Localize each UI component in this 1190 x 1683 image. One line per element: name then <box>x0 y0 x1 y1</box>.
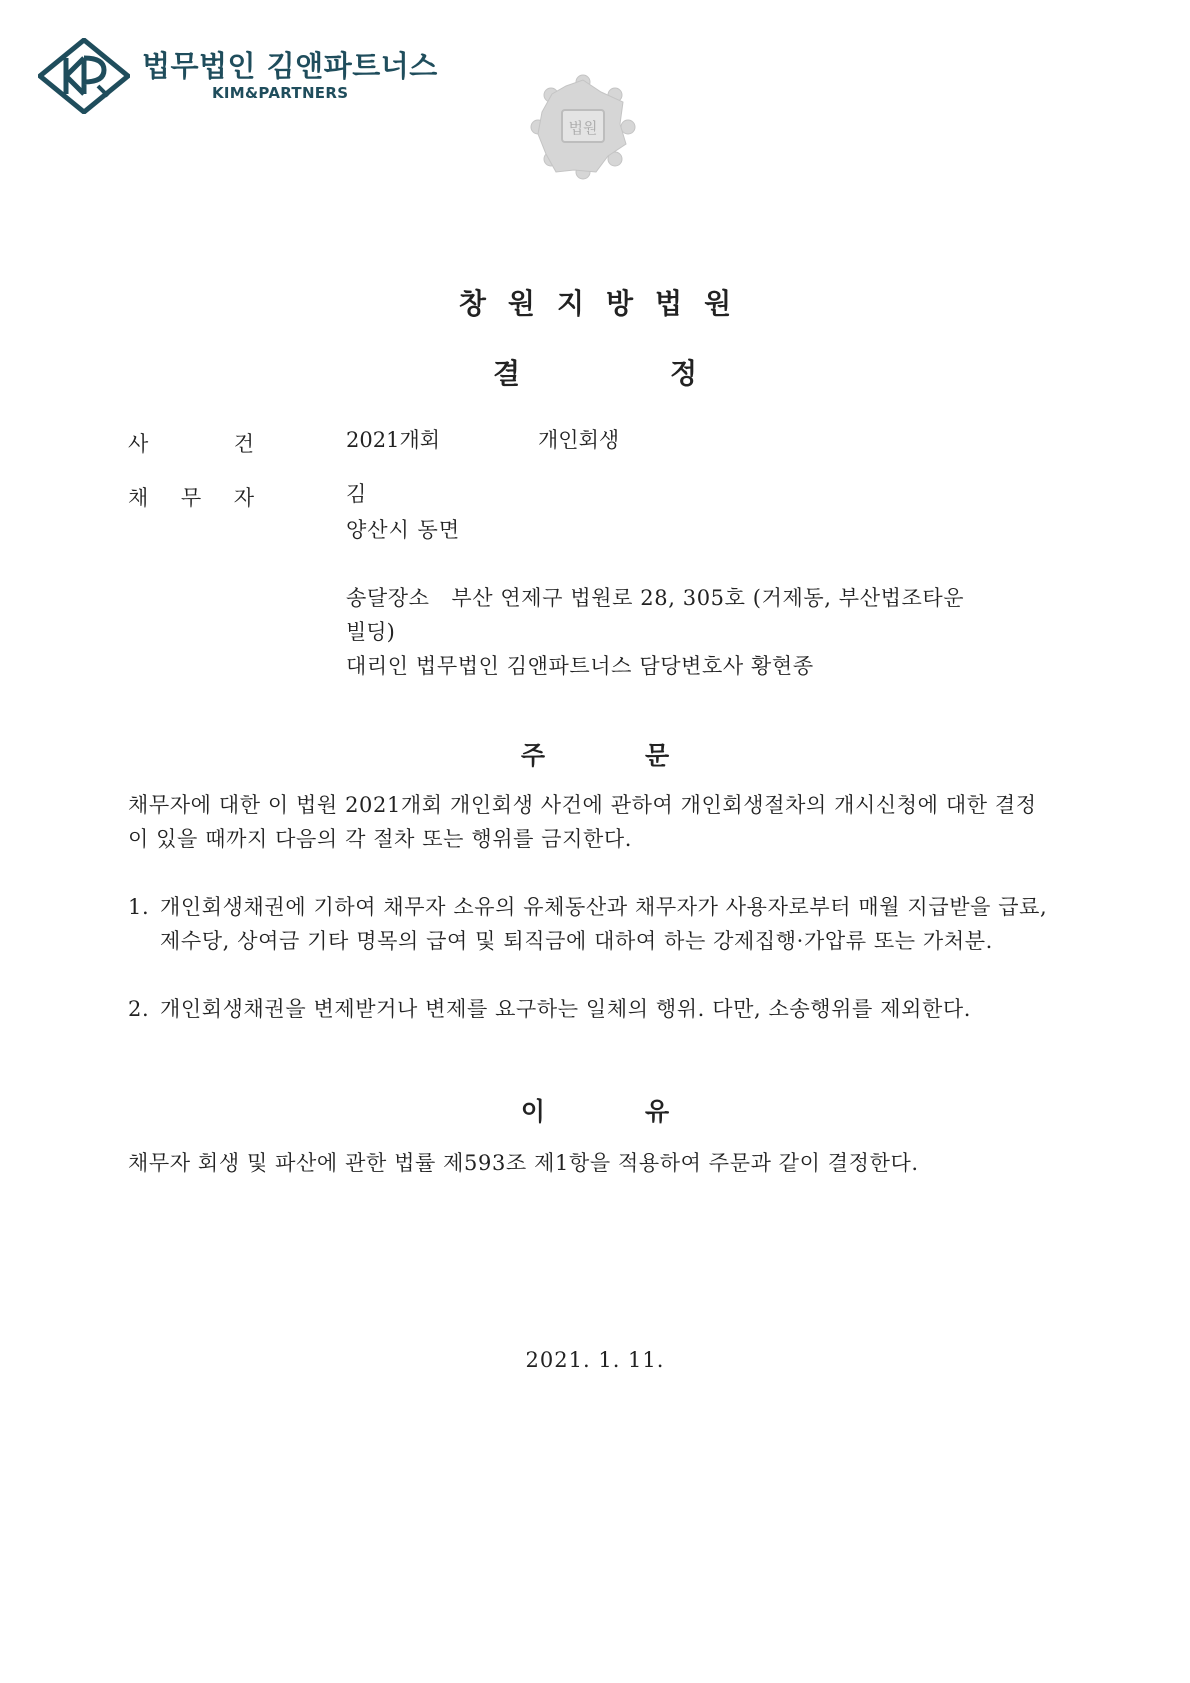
order-item-text: 개인회생채권에 기하여 채무자 소유의 유체동산과 채무자가 사용자로부터 매월 지급받을 급료, 제수당, 상여금 기타 명목의 급여 및 퇴직금에 대하여 하는 강제집행·가압류 또는 가처분. <box>160 895 1048 953</box>
court-title: 창원지방법원 <box>458 287 754 320</box>
order-item <box>128 890 1048 958</box>
debtor-agent: 대리인 법무법인 김앤파트너스 담당변호사 황현종 <box>346 654 814 678</box>
debtor-label-char: 무 <box>180 486 202 510</box>
decision-date: 2021. 1. 11. <box>525 1348 665 1372</box>
order-heading: 주문 <box>520 741 770 770</box>
reason-heading: 이유 <box>520 1097 770 1126</box>
case-number: 2021개회 <box>346 428 441 452</box>
debtor-label <box>128 482 254 512</box>
logo-english-name: KIM&PARTNERS <box>212 84 349 102</box>
delivery-address: 부산 연제구 법원로 28, 305호 (거제동, 부산법조타운 <box>451 586 965 610</box>
order-text: 채무자에 대한 이 법원 2021개회 개인회생 사건에 관하여 개인회생절차의 개시신청에 대한 결정이 있을 때까지 다음의 각 절차 또는 행위를 금지한다. <box>128 793 1037 851</box>
court-seal-emblem-icon <box>528 72 638 182</box>
debtor-label-char: 자 <box>233 486 254 510</box>
firm-logo <box>38 38 438 114</box>
logo-brand: 김앤파트너스 <box>266 49 438 83</box>
debtor-label-char: 채 <box>128 486 149 510</box>
delivery-line <box>346 582 964 614</box>
order-item-number: 2. <box>128 997 150 1021</box>
case-label-char: 사 <box>128 432 149 456</box>
debtor-name: 김 <box>346 482 367 506</box>
document-title: 결정 <box>492 357 848 390</box>
order-item-number: 1. <box>128 895 150 919</box>
debtor-address: 양산시 동면 <box>346 518 461 542</box>
delivery-address-continued: 빌딩) <box>346 620 395 644</box>
order-item <box>128 992 1048 1026</box>
kim-partners-emblem-icon <box>38 38 130 114</box>
reason-text: 채무자 회생 및 파산에 관한 법률 제593조 제1항을 적용하여 주문과 같이 결정한다. <box>128 1151 919 1175</box>
case-label-char: 건 <box>233 432 254 456</box>
court-seal <box>528 72 638 186</box>
case-type: 개인회생 <box>538 428 620 452</box>
order-item-text: 개인회생채권을 변제받거나 변제를 요구하는 일체의 행위. 다만, 소송행위를 제외한다. <box>160 997 972 1021</box>
logo-prefix: 법무법인 <box>142 49 257 83</box>
delivery-label: 송달장소 <box>346 586 430 610</box>
seal-text: 법원 <box>568 119 598 137</box>
logo-korean-name <box>142 49 438 83</box>
case-label <box>128 428 254 458</box>
